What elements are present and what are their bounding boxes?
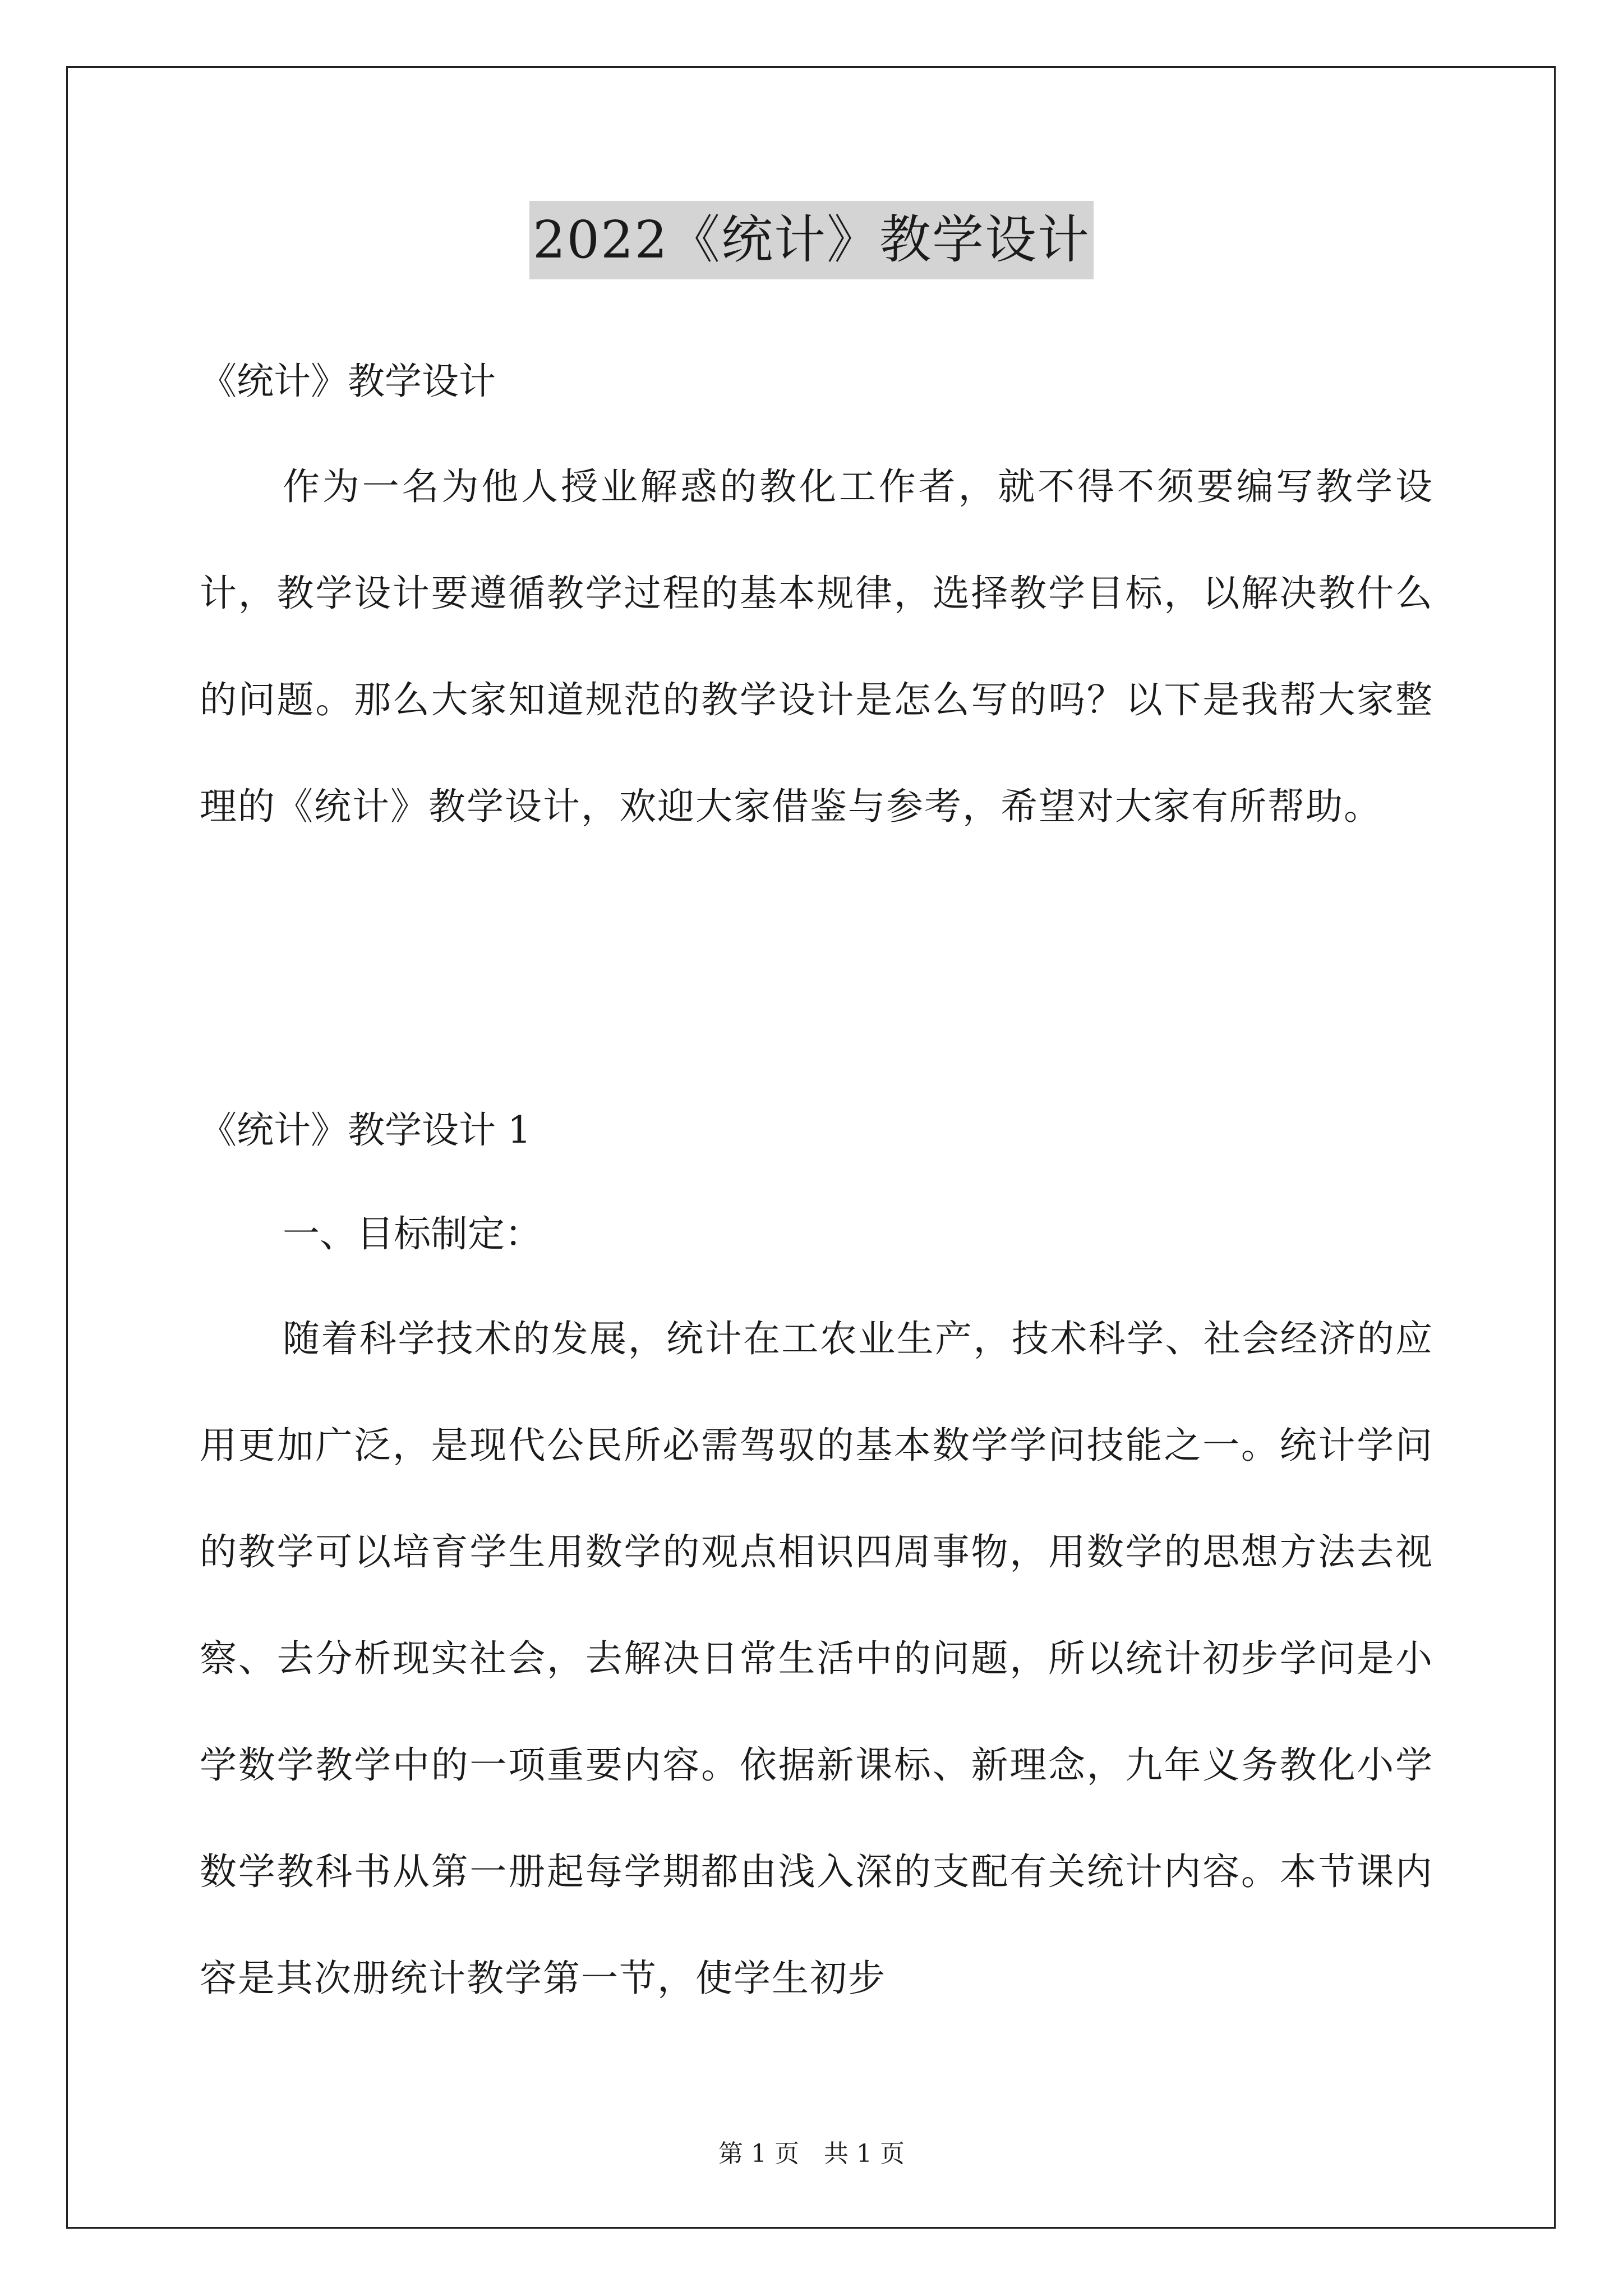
section-subheading: 一、目标制定： <box>283 1212 542 1255</box>
section-paragraph: 随着科学技术的发展，统计在工农业生产，技术科学、社会经济的应用更加广泛，是现代公民所必需驾驭的基本数学学问技能之一。统计学问的教学可以培育学生用数学的观点相识四周事物，用数学的思想方法去视察、去分析现实社会，去解决日常生活中的问题，所以统计初步学问是小学数学教学中的一项重要内容。依据新课标、新理念，九年义务教化小学数学教科书从第一册起每学期都由浅入深的支配有关统计内容。本节课内容是其次册统计教学第一节，使学生初步 <box>200 1317 1433 2000</box>
page-footer: 第 1 页 共 1 页 <box>718 2139 905 2168</box>
section-heading: 《统计》教学设计 1 <box>200 1108 531 1152</box>
document-subtitle: 《统计》教学设计 <box>200 360 496 403</box>
title-container <box>0 201 1623 279</box>
intro-paragraph: 作为一名为他人授业解惑的教化工作者，就不得不须要编写教学设计，教学设计要遵循教学过程的基本规律，选择教学目标，以解决教什么的问题。那么大家知道规范的教学设计是怎么写的吗？以下是我帮大家整理的《统计》教学设计，欢迎大家借鉴与参考，希望对大家有所帮助。 <box>200 465 1433 828</box>
document-title: 2022《统计》教学设计 <box>529 201 1094 279</box>
